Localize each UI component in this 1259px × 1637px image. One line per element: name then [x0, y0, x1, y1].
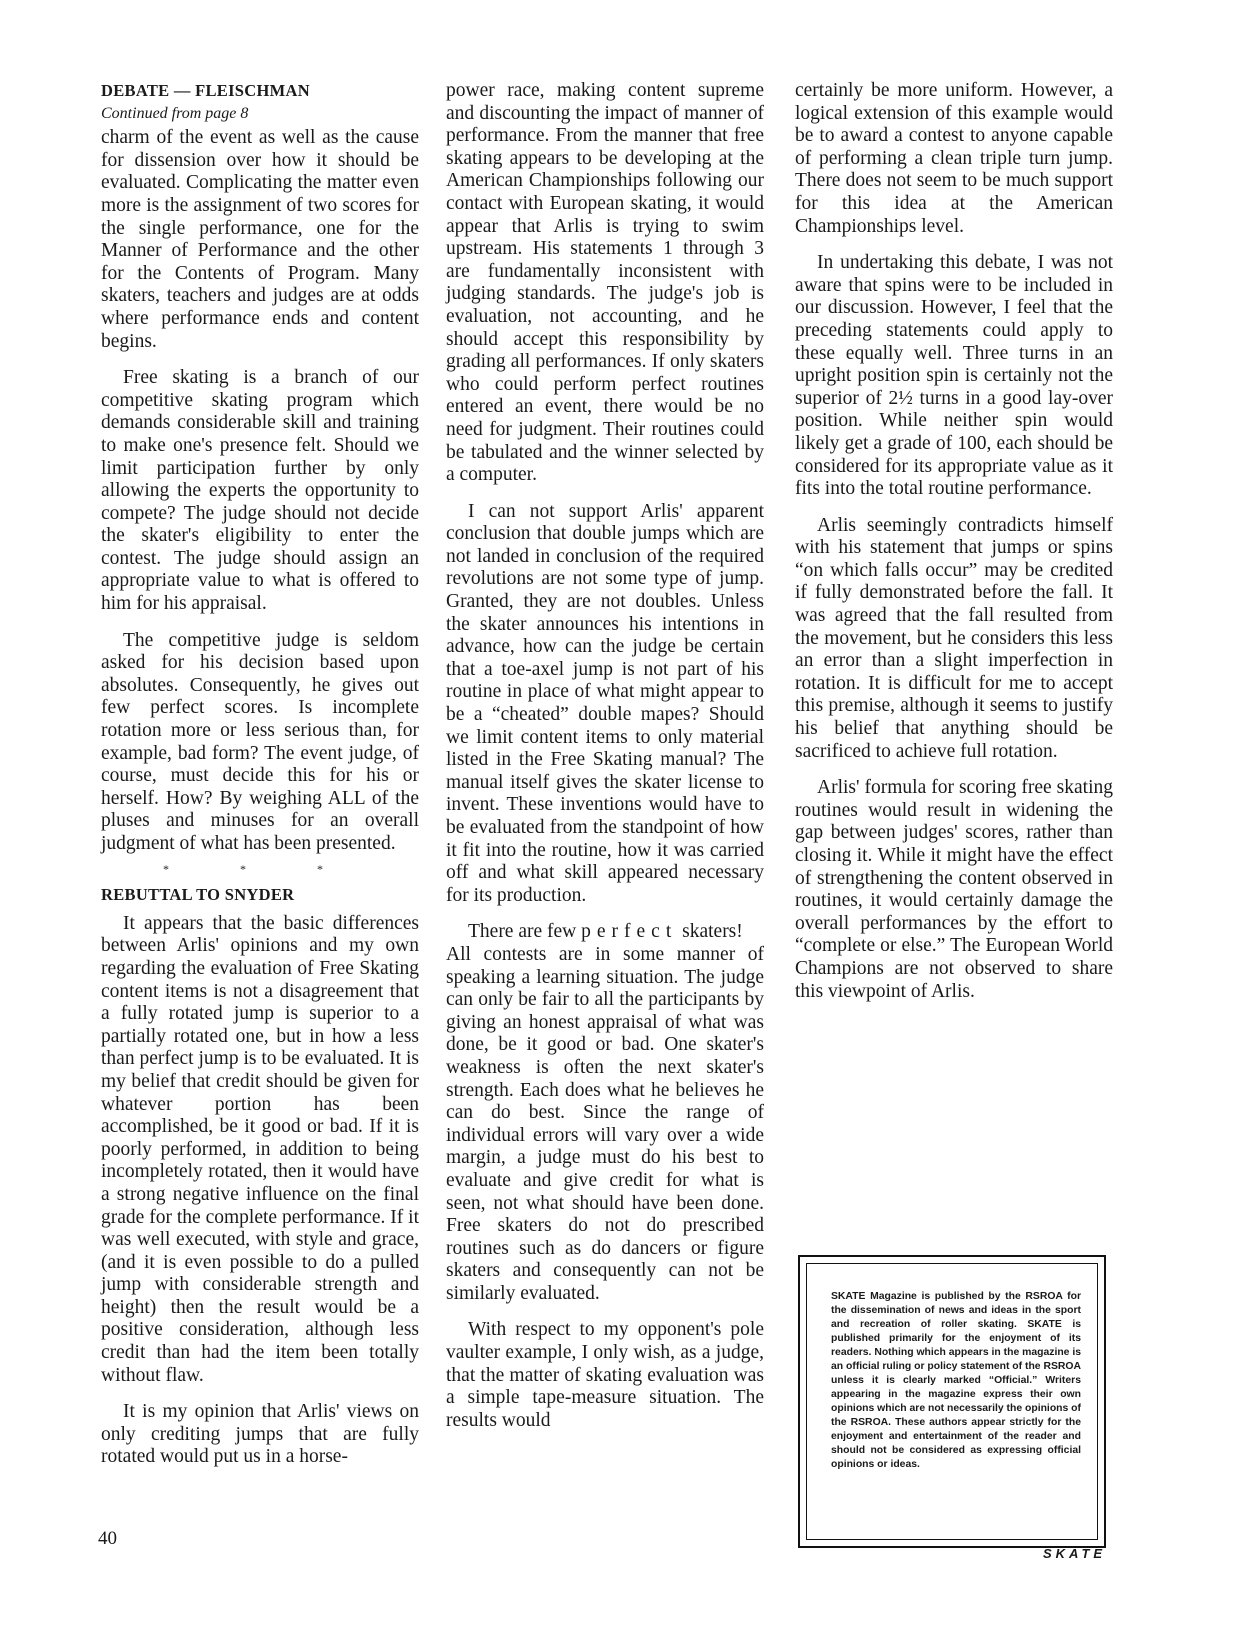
paragraph: I can not support Arlis' apparent conclusion that double jumps which are not landed in conclusion of the required revolutions are not some type of jump. Granted, they are not doubles. Unless the skater announces his intentions in advance, how can the judge be certain that a toe-axel jump is not part of his routine in place of what might appear to be a “cheated” double mapes? Should we limit content items to only material listed in the Free Skating manual? The manual itself gives the skater license to invent. These inventions would have to be evaluated from the standpoint of how it fit into the routine, how it was carried off and what skill appeared necessary for its production. [446, 500, 764, 906]
column-3 [795, 80, 1113, 1017]
paragraph: It is my opinion that Arlis' views on only crediting jumps that are fully rotated would put us in a horse- [101, 1401, 419, 1468]
paragraph: certainly be more uniform. However, a logical extension of this example would be to award a contest to anyone capable of performing a clean triple turn jump. There does not seem to be much support for this idea at the American Championships level. [795, 80, 1113, 237]
publisher-notice-box [798, 1255, 1106, 1548]
emphasis-spaced: perfect [581, 921, 678, 943]
paragraph: All contests are in some manner of speaking a learning situation. The judge can only be fair to all the participants by giving an honest appraisal of what was done, be it good or bad. One skater's weakness is often the next skater's strength. Each does what he believes he can do best. Since the range of individual errors will vary over a wide margin, a judge must do his best to evaluate and give credit for what is seen, not what should have been done. Free skaters do not do prescribed routines such as do dancers or figure skaters and consequently can not be similarly evaluated. [446, 943, 764, 1304]
article-heading: DEBATE — FLEISCHMAN [101, 81, 310, 100]
paragraph: Arlis seemingly contradicts himself with his statement that jumps or spins “on which falls occur” may be credited if fully demonstrated before the fall. It was agreed that the fall resulted from the movement, but he considers this less an error than a slight imperfection in rotation. It is difficult for me to accept this premise, although it seems to justify his belief that anything should be sacrificed to achieve full rotation. [795, 514, 1113, 762]
paragraph: With respect to my opponent's pole vaulter example, I only wish, as a judge, that the matter of skating evaluation was a simple tape-measure situation. The results would [446, 1319, 764, 1431]
paragraph-lead: There are few [468, 921, 582, 943]
column-1 [101, 80, 419, 1483]
paragraph: The competitive judge is seldom asked for his decision based upon absolutes. Consequently, he gives out few perfect scores. Is incomplete rotation more or less serious than, for example, bad form? The event judge, of course, must decide this for his or herself. How? By weighing ALL of the pluses and minuses for an overall judgment of what has been presented. [101, 629, 419, 854]
paragraph: power race, making content supreme and discounting the impact of manner of performance. From the manner that free skating appears to be developing at the American Championships following our contact with European skating, it would appear that Arlis is trying to swim upstream. His statements 1 through 3 are fundamentally inconsistent with judging standards. The judge's job is evaluation, not accounting, and he should accept this responsibility by grading all performances. If only skaters who could perform perfect routines entered an event, there would be no need for judgment. Their routines could be tabulated and the winner selected by a computer. [446, 80, 764, 486]
column-2 [446, 80, 764, 1446]
paragraph: Free skating is a branch of our competitive skating program which demands considerable skill and training to make one's presence felt. Should we limit participation further by only allowing the experts the opportunity to compete? The judge should not decide the skater's eligibility to enter the contest. The judge should assign an appropriate value to what is offered to him for his appraisal. [101, 367, 419, 615]
continued-note: Continued from page 8 [101, 104, 249, 122]
paragraph [446, 921, 764, 944]
paragraph: It appears that the basic differences between Arlis' opinions and my own regarding the evaluation of Free Skating content items is not a disagreement that a fully rotated jump is superior to a partially rotated one, but in how a less than perfect jump is to be evaluated. It is my belief that credit should be given for whatever portion has been accomplished, be it good or bad. If it is poorly performed, in addition to being incompletely rotated, then it would have a strong negative influence on the final grade for the complete performance. If it was well executed, with style and grace, (and it is even possible to do a pulled jump with considerable strength and height) then the result would be a positive consideration, although less credit than had the item been totally without flaw. [101, 912, 419, 1386]
paragraph: In undertaking this debate, I was not aware that spins were to be included in our discussion. However, I feel that the preceding statements could apply to these equally well. Three turns in an upright position spin is certainly not the superior of 2½ turns in a good lay-over position. While neither spin would likely get a grade of 100, each should be considered for its appropriate value as it fits into the total routine performance. [795, 252, 1113, 500]
section-divider: * * * [163, 861, 357, 876]
section-heading: REBUTTAL TO SNYDER [101, 885, 295, 905]
magazine-name: SKATE [1043, 1546, 1107, 1561]
paragraph-lead-tail: skaters! [677, 921, 743, 943]
publisher-notice: SKATE Magazine is published by the RSROA for the dissemination of news and ideas in the sport and recreation of roller skating. SKATE is published primarily for the enjoyment of its readers. Nothing which appears in the magazine is an official ruling or policy statement of the RSROA unless it is clearly marked “Official.” Writers appearing in the magazine express their own opinions which are not necessarily the opinions of the RSROA. These authors appear strictly for the enjoyment and entertainment of the reader and should not be considered as expressing official opinions or ideas. [806, 1263, 1098, 1540]
page-number: 40 [98, 1528, 117, 1549]
paragraph: charm of the event as well as the cause for dissension over how it should be evaluated. Complicating the matter even more is the assignment of two scores for the single performance, one for the Manner of Performance and the other for the Contents of Program. Many skaters, teachers and judges are at odds where performance ends and content begins. [101, 127, 419, 352]
paragraph: Arlis' formula for scoring free skating routines would result in widening the gap between judges' scores, rather than closing it. While it might have the effect of strengthening the content observed in routines, it would certainly damage the overall performances by the effort to “complete or else.” The European World Champions are not observed to share this viewpoint of Arlis. [795, 777, 1113, 1002]
